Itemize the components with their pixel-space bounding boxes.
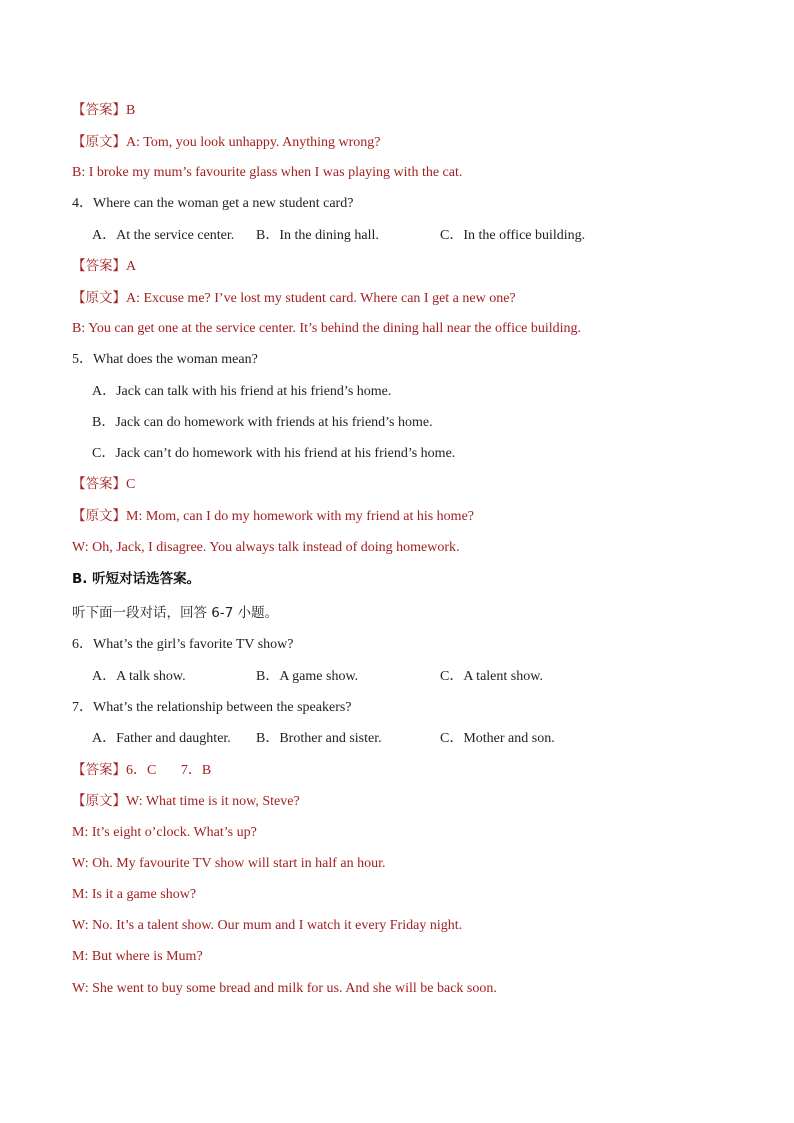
answer-value: 6．C 7．B (126, 763, 212, 778)
transcript-line: B: I broke my mum’s favourite glass when I was playing with the cat. (72, 165, 463, 180)
option-a: A．Father and daughter. (92, 731, 231, 746)
transcript-tag: 【原文】 (72, 290, 126, 306)
answer-tag: 【答案】 (72, 258, 126, 274)
option-a: A．A talk show. (92, 669, 186, 684)
answer-tag: 【答案】 (72, 476, 126, 492)
section-title: 听短对话选答案。 (92, 571, 201, 587)
section-prefix: B. (72, 571, 88, 587)
answer-value: C (126, 477, 136, 492)
transcript-line: W: No. It’s a talent show. Our mum and I watch it every Friday night. (72, 918, 463, 933)
transcript-tag: 【原文】 (72, 793, 126, 809)
option-b: B．Brother and sister. (256, 731, 382, 746)
option-c: C．A talent show. (440, 669, 543, 684)
option-a: A．At the service center. (92, 228, 235, 243)
transcript-line: M: But where is Mum? (72, 949, 203, 964)
option-c: C．In the office building. (440, 228, 586, 243)
question-4: 4．Where can the woman get a new student card? (72, 196, 354, 211)
section-instruction: 听下面一段对话，回答 6-7 小题。 (72, 605, 279, 621)
transcript-line (72, 288, 516, 308)
answer-line (72, 100, 135, 120)
transcript-line: B: You can get one at the service center. It’s behind the dining hall near the office building. (72, 321, 582, 336)
transcript-line: W: She went to buy some bread and milk for us. And she will be back soon. (72, 981, 497, 996)
transcript-text: A: Excuse me? I’ve lost my student card. Where can I get a new one? (126, 291, 516, 306)
answer-line (72, 474, 135, 494)
option-c: C．Mother and son. (440, 731, 555, 746)
transcript-text: M: Mom, can I do my homework with my friend at his home? (126, 509, 474, 524)
options-row (92, 667, 712, 687)
transcript-line (72, 791, 300, 811)
transcript-line: M: It’s eight o’clock. What’s up? (72, 825, 257, 840)
question-7: 7．What’s the relationship between the speakers? (72, 700, 352, 715)
transcript-text: A: Tom, you look unhappy. Anything wrong? (126, 135, 381, 150)
answer-value: A (126, 259, 137, 274)
question-6: 6．What’s the girl’s favorite TV show? (72, 637, 294, 652)
transcript-tag: 【原文】 (72, 508, 126, 524)
transcript-line: M: Is it a game show? (72, 887, 197, 902)
transcript-line (72, 506, 474, 526)
option-b: B．Jack can do homework with friends at his friend’s home. (92, 415, 433, 430)
options-row (92, 729, 712, 749)
answer-tag: 【答案】 (72, 762, 126, 778)
transcript-tag: 【原文】 (72, 134, 126, 150)
option-a: A．Jack can talk with his friend at his friend’s home. (92, 384, 392, 399)
transcript-line: W: Oh. My favourite TV show will start in half an hour. (72, 856, 386, 871)
option-b: B．A game show. (256, 669, 359, 684)
transcript-line: W: Oh, Jack, I disagree. You always talk instead of doing homework. (72, 540, 460, 555)
transcript-line (72, 132, 381, 152)
transcript-text: W: What time is it now, Steve? (126, 794, 300, 809)
option-c: C．Jack can’t do homework with his friend at his friend’s home. (92, 446, 456, 461)
option-b: B．In the dining hall. (256, 228, 379, 243)
answer-tag: 【答案】 (72, 102, 126, 118)
options-row (92, 226, 712, 246)
answer-line (72, 256, 136, 276)
question-5: 5．What does the woman mean? (72, 352, 258, 367)
section-heading (72, 569, 200, 589)
answer-value: B (126, 103, 136, 118)
answer-line (72, 760, 211, 780)
